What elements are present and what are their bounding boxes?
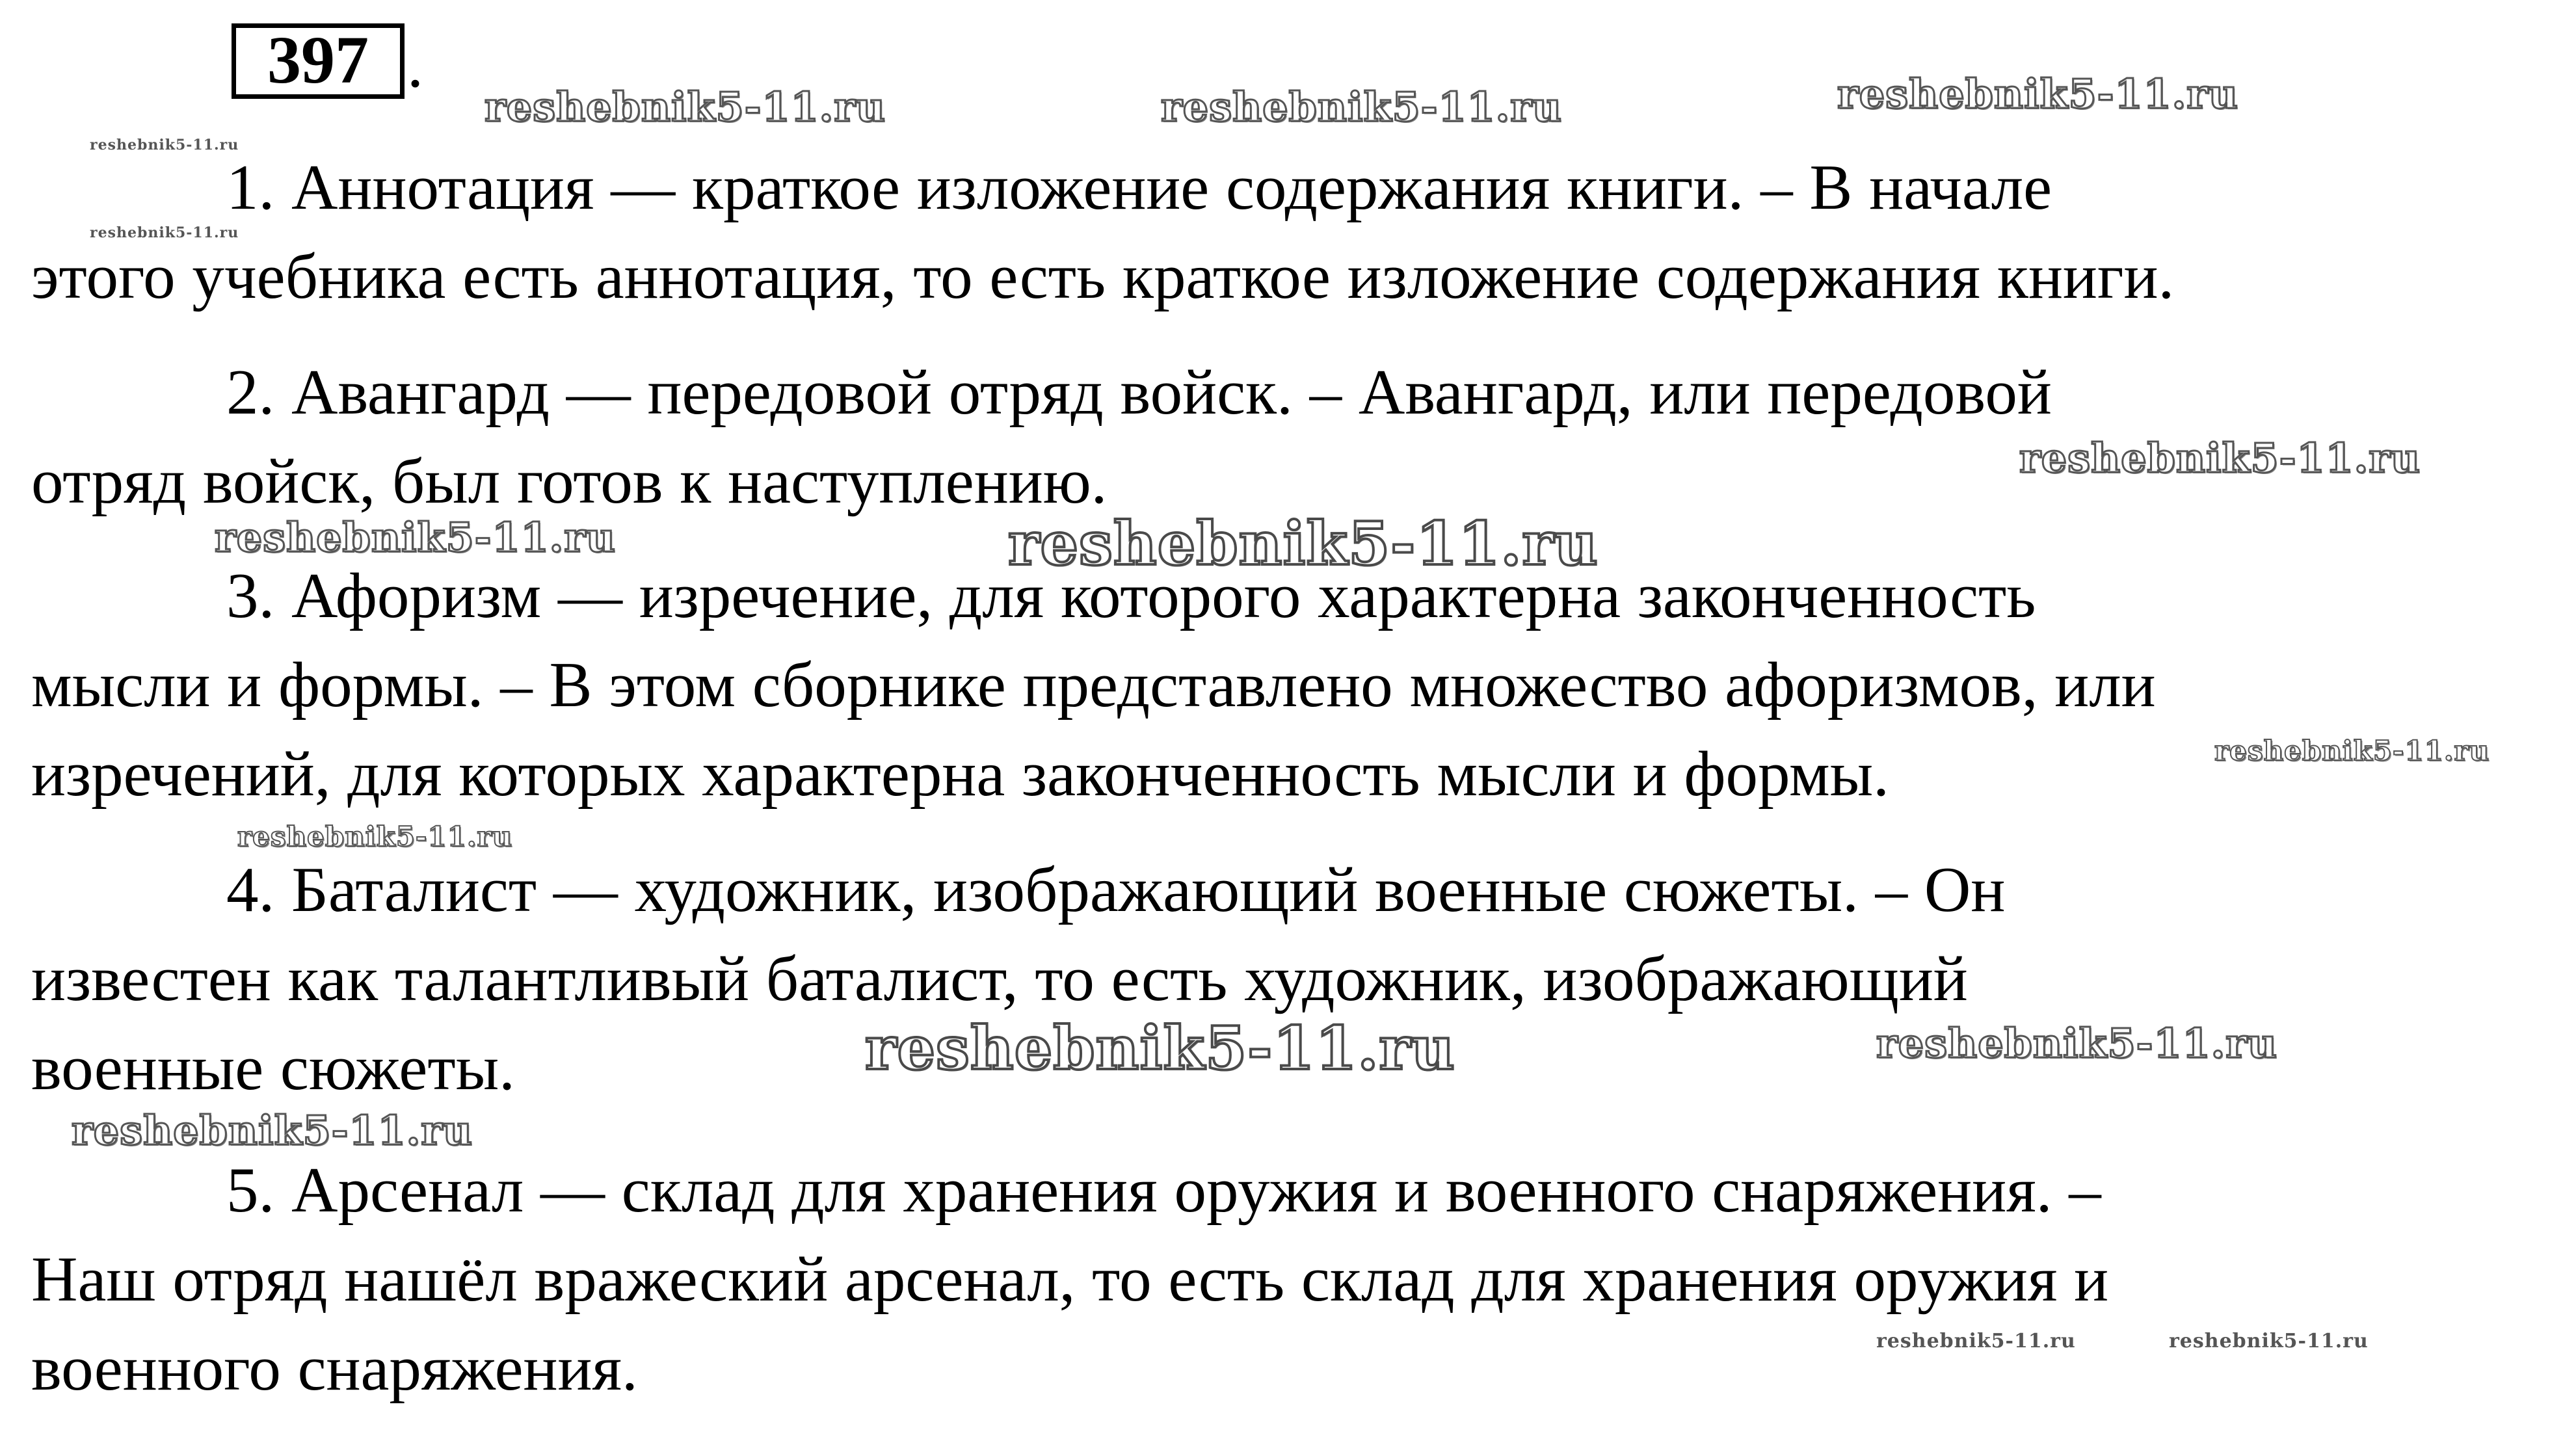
- watermark: reshebnik5-11.ru: [90, 137, 239, 153]
- watermark: reshebnik5-11.ru: [215, 514, 616, 561]
- watermark: reshebnik5-11.ru: [237, 821, 513, 852]
- paragraph-line: военные сюжеты.: [31, 1033, 515, 1103]
- paragraph-line: военного снаряжения.: [31, 1333, 638, 1404]
- paragraph-5: [31, 1146, 2568, 1413]
- paragraph-1: [31, 143, 2568, 321]
- watermark: reshebnik5-11.ru: [1876, 1330, 2076, 1353]
- paragraph-line: 1. Аннотация — краткое изложение содержания книги. – В начале: [226, 152, 2052, 223]
- watermark: reshebnik5-11.ru: [2169, 1330, 2369, 1353]
- exercise-number: 397: [232, 23, 405, 99]
- paragraph-line: 5. Арсенал — склад для хранения оружия и военного снаряжения. –: [226, 1155, 2101, 1226]
- watermark: reshebnik5-11.ru: [1876, 1020, 2277, 1067]
- exercise-number-dot: .: [407, 29, 423, 101]
- paragraph-line: Наш отряд нашёл вражеский арсенал, то есть склад для хранения оружия и: [31, 1244, 2109, 1315]
- paragraph-line: 2. Авангард — передовой отряд войск. – Авангард, или передовой: [226, 357, 2052, 428]
- paragraph-line: 3. Афоризм — изречение, для которого характерна законченность: [226, 561, 2036, 631]
- watermark: reshebnik5-11.ru: [865, 1013, 1455, 1083]
- watermark: reshebnik5-11.ru: [1837, 70, 2238, 118]
- watermark: reshebnik5-11.ru: [485, 83, 886, 131]
- watermark: reshebnik5-11.ru: [90, 224, 239, 241]
- paragraph-3: [31, 551, 2568, 819]
- paragraph-line: мысли и формы. – В этом сборнике представлено множество афоризмов, или: [31, 650, 2156, 720]
- paragraph-line: этого учебника есть аннотация, то есть краткое изложение содержания книги.: [31, 241, 2175, 312]
- watermark: reshebnik5-11.ru: [1161, 83, 1562, 131]
- watermark: reshebnik5-11.ru: [1008, 508, 1599, 579]
- paragraph-line: известен как талантливый баталист, то есть художник, изображающий: [31, 944, 1968, 1014]
- watermark: reshebnik5-11.ru: [72, 1107, 473, 1154]
- paragraph-line: изречений, для которых характерна законченность мысли и формы.: [31, 739, 1889, 810]
- paragraph-line: отряд войск, был готов к наступлению.: [31, 446, 1108, 517]
- watermark: reshebnik5-11.ru: [2019, 434, 2421, 482]
- paragraph-line: 4. Баталист — художник, изображающий военные сюжеты. – Он: [226, 854, 2006, 925]
- watermark: reshebnik5-11.ru: [2214, 735, 2490, 767]
